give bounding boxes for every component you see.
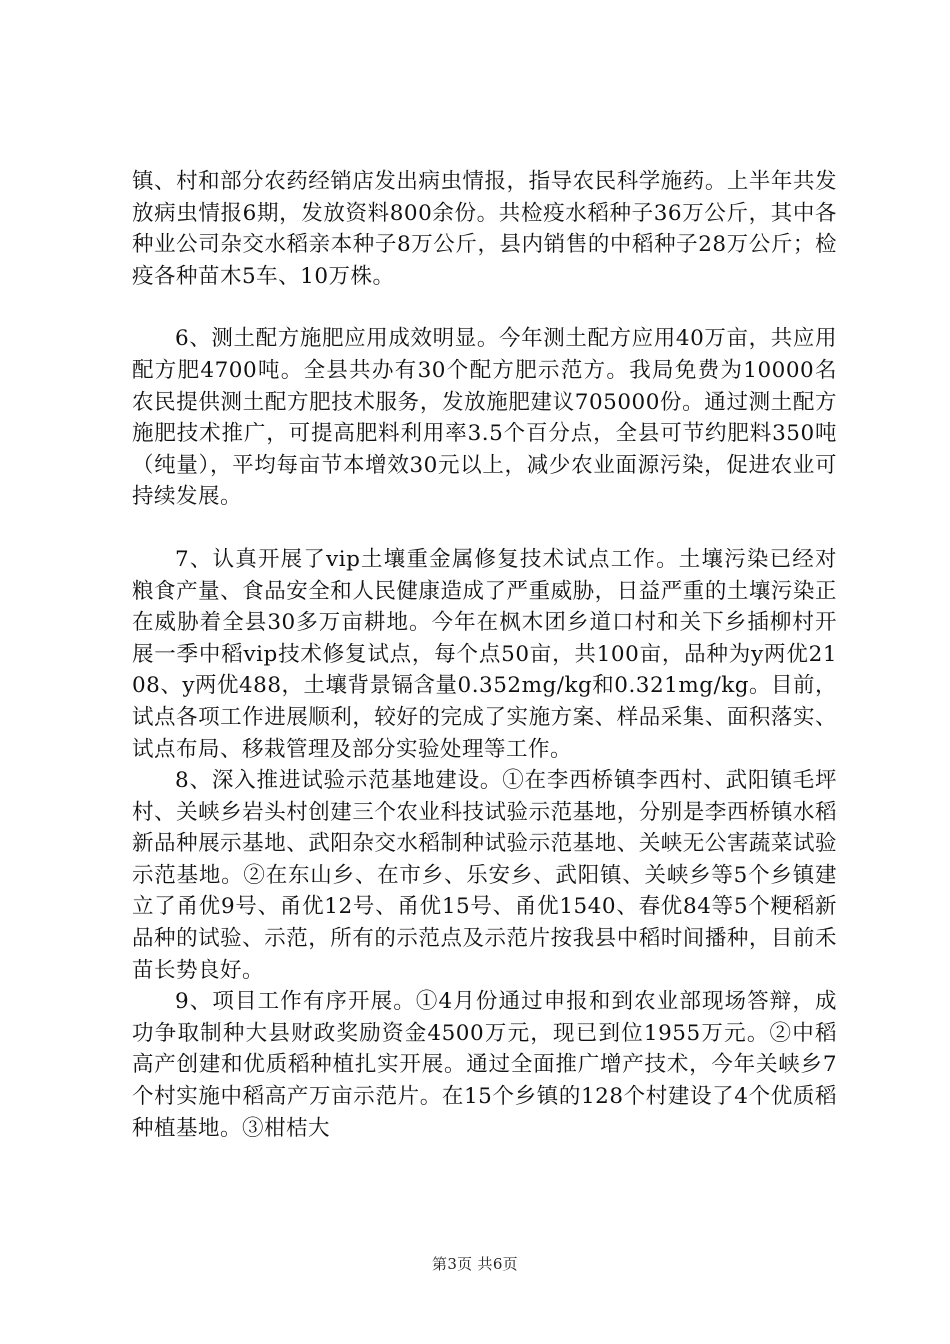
- page-number-footer: 第3页 共6页: [432, 1255, 518, 1273]
- paragraph-demo-bases: 8、深入推进试验示范基地建设。①在李西桥镇李西村、武阳镇毛坪村、关峡乡岩头村创建三个农业科技试验示范基地，分别是李西桥镇水稻新品种展示基地、武阳杂交水稻制种试验示范基地、关峡无公害蔬菜试验示范基地。②在东山乡、在市乡、乐安乡、武阳镇、关峡乡等5个乡镇建立了甬优9号、甬优12号、甬优15号、甬优1540、春优84等5个粳稻新品种的试验、示范，所有的示范点及示范片按我县中稻时间播种，目前禾苗长势良好。: [132, 768, 837, 983]
- document-body: [132, 166, 837, 1144]
- paragraph-projects: 9、项目工作有序开展。①4月份通过申报和到农业部现场答辩，成功争取制种大县财政奖励资金4500万元，现已到位1955万元。②中稻高产创建和优质稻种植扎实开展。通过全面推广增产技术，今年关峡乡7个村实施中稻高产万亩示范片。在15个乡镇的128个村建设了4个优质稻种植基地。③柑桔大: [132, 989, 837, 1141]
- paragraph-pest-report: 镇、村和部分农药经销店发出病虫情报，指导农民科学施药。上半年共发放病虫情报6期，发放资料800余份。共检疫水稻种子36万公斤，其中各种业公司杂交水稻亲本种子8万公斤，县内销售的中稻种子28万公斤；检疫各种苗木5车、10万株。: [132, 169, 837, 289]
- paragraph-soil-fertilizer: 6、测土配方施肥应用成效明显。今年测土配方应用40万亩，共应用配方肥4700吨。全县共办有30个配方肥示范方。我局免费为10000名农民提供测土配方肥技术服务，发放施肥建议705000份。通过测土配方施肥技术推广，可提高肥料利用率3.5个百分点，全县可节约肥料350吨（纯量），平均每亩节本增效30元以上，减少农业面源污染，促进农业可持续发展。: [132, 326, 837, 510]
- paragraph-soil-remediation: 7、认真开展了vip土壤重金属修复技术试点工作。土壤污染已经对粮食产量、食品安全和人民健康造成了严重威胁，日益严重的土壤污染正在威胁着全县30多万亩耕地。今年在枫木团乡道口村和关下乡插柳村开展一季中稻vip技术修复试点，每个点50亩，共100亩，品种为y两优2108、y两优488，土壤背景镉含量0.352mg/kg和0.321mg/kg。目前，试点各项工作进展顺利，较好的完成了实施方案、样品采集、面积落实、试点布局、移栽管理及部分实验处理等工作。: [132, 546, 838, 762]
- paragraph-spacer: [132, 292, 837, 323]
- paragraph-spacer: [132, 513, 837, 544]
